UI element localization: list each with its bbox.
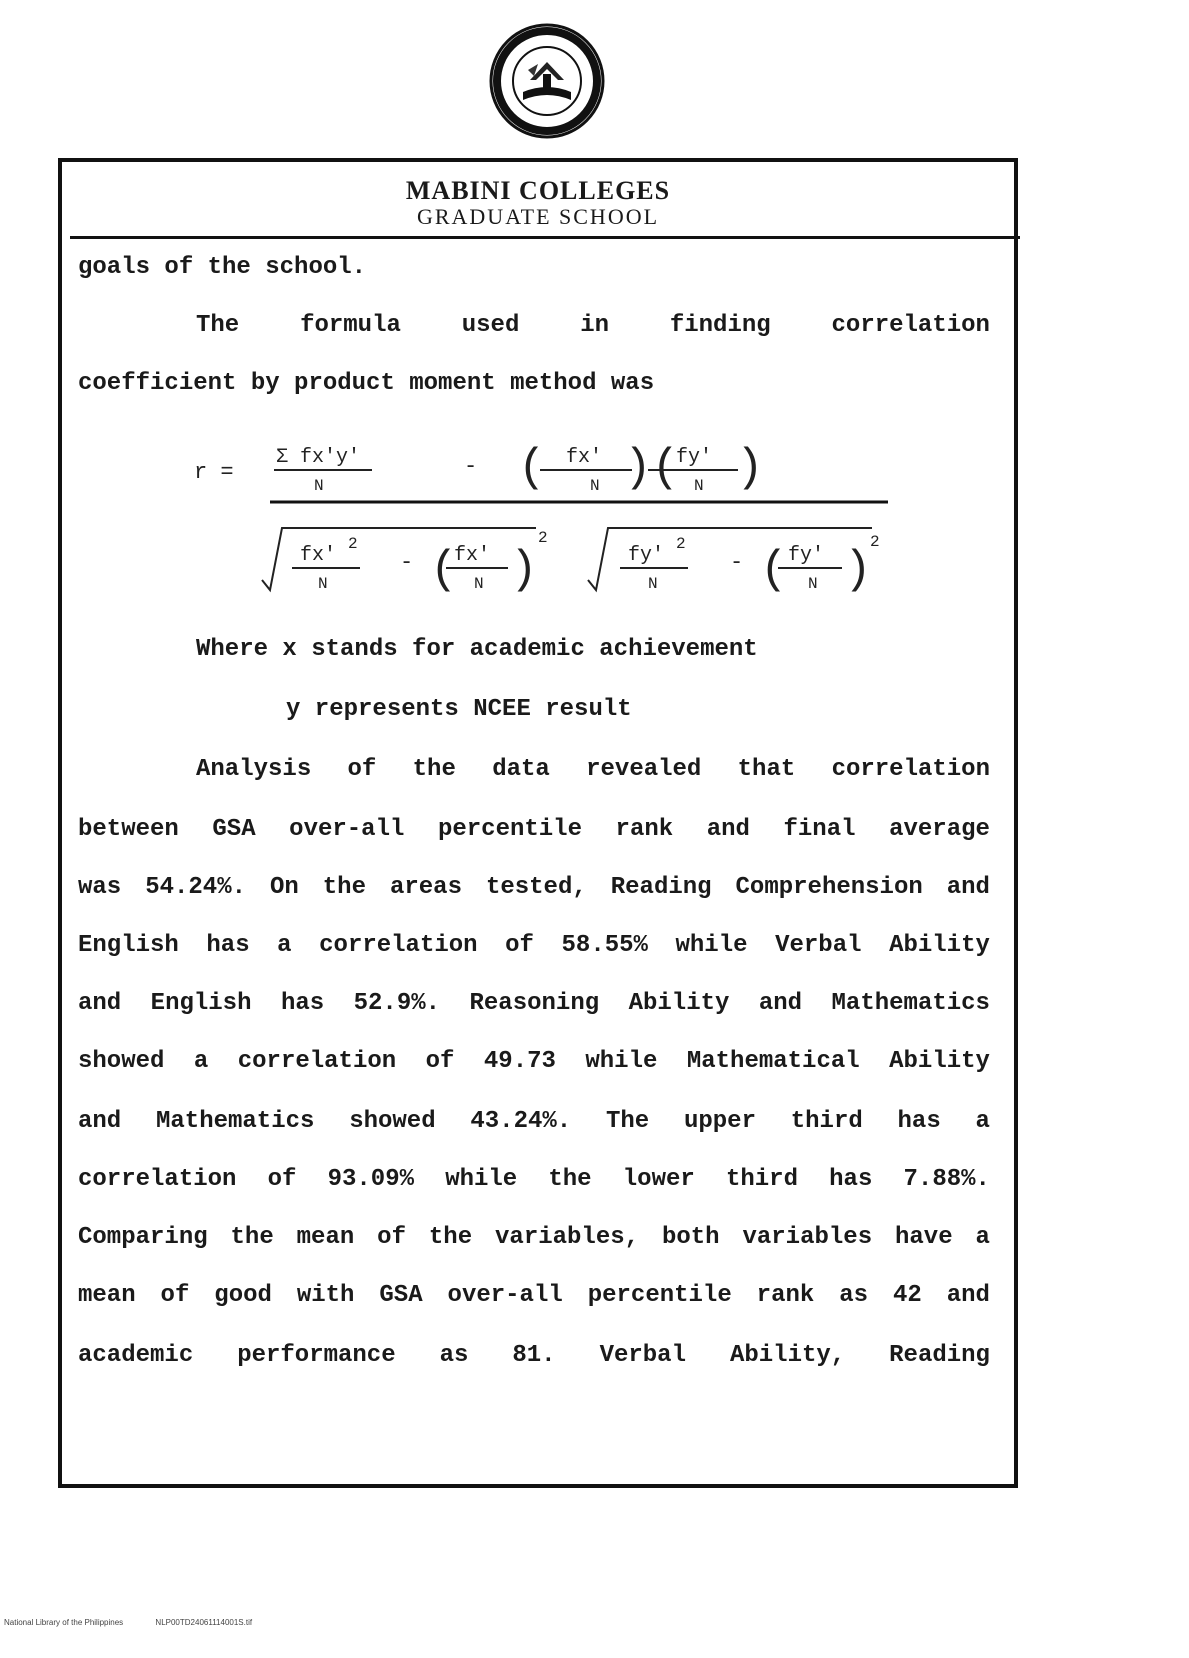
word: Ability, bbox=[729, 1342, 846, 1369]
institution-title: MABINI COLLEGES bbox=[405, 176, 671, 205]
analysis-line bbox=[78, 874, 990, 901]
word: final bbox=[783, 816, 856, 843]
den-a-top: fx' bbox=[300, 544, 337, 567]
word: 52.9%. bbox=[353, 990, 441, 1017]
word: The bbox=[196, 312, 240, 339]
den-b-top: fx' bbox=[454, 544, 491, 567]
word: 49.73 bbox=[483, 1048, 556, 1075]
word: and bbox=[78, 1108, 122, 1135]
word: a bbox=[975, 1108, 990, 1135]
word: as bbox=[439, 1342, 469, 1369]
word: GSA bbox=[379, 1282, 423, 1309]
word: Mathematics bbox=[831, 990, 990, 1017]
word: average bbox=[889, 816, 990, 843]
word: correlation bbox=[78, 1166, 237, 1193]
word: mean bbox=[78, 1282, 136, 1309]
word: English bbox=[150, 990, 252, 1017]
paren: ) bbox=[736, 442, 764, 494]
word: has bbox=[897, 1108, 941, 1135]
word: upper bbox=[683, 1108, 756, 1135]
word: academic bbox=[78, 1342, 194, 1369]
word: 42 bbox=[892, 1282, 922, 1309]
word: while bbox=[445, 1166, 518, 1193]
word: has bbox=[829, 1166, 873, 1193]
paren: ) bbox=[510, 544, 538, 596]
word: variables, bbox=[495, 1224, 640, 1251]
word: Ability bbox=[889, 932, 990, 959]
den-minus-left: - bbox=[400, 550, 414, 575]
word: in bbox=[580, 312, 609, 339]
num-fy-top: fy' bbox=[676, 446, 713, 469]
word: third bbox=[790, 1108, 863, 1135]
word: and bbox=[78, 990, 122, 1017]
word: a bbox=[975, 1224, 990, 1251]
word: both bbox=[661, 1224, 720, 1251]
word: showed bbox=[349, 1108, 436, 1135]
paren: )( bbox=[624, 442, 680, 494]
word: percentile bbox=[437, 816, 582, 843]
word: finding bbox=[669, 312, 771, 339]
word: the bbox=[230, 1224, 274, 1251]
scan-footer bbox=[4, 1618, 282, 1627]
word: of bbox=[267, 1166, 297, 1193]
where-line-2: y represents NCEE result bbox=[286, 696, 632, 723]
num-fx-bottom: N bbox=[590, 477, 600, 495]
word: correlation bbox=[319, 932, 478, 959]
den-b-sq: 2 bbox=[538, 529, 548, 547]
word: correlation bbox=[831, 312, 990, 339]
word: of bbox=[160, 1282, 190, 1309]
word: good bbox=[214, 1282, 272, 1309]
word: correlation bbox=[237, 1048, 397, 1075]
num-minus: - bbox=[464, 454, 478, 479]
word: Comparing bbox=[78, 1224, 208, 1251]
word: Verbal bbox=[599, 1342, 686, 1369]
document-frame bbox=[58, 158, 1018, 1488]
word: as bbox=[839, 1282, 869, 1309]
word: has bbox=[206, 932, 250, 959]
den-d-top: fy' bbox=[788, 544, 825, 567]
word: a bbox=[277, 932, 292, 959]
paren: ) bbox=[844, 544, 872, 596]
word: Ability bbox=[889, 1048, 990, 1075]
analysis-line bbox=[78, 1166, 990, 1193]
paren: ( bbox=[518, 442, 546, 494]
word: The bbox=[605, 1108, 650, 1135]
word: 43.24%. bbox=[470, 1108, 572, 1135]
word: Ability bbox=[628, 990, 730, 1017]
word: performance bbox=[237, 1342, 396, 1369]
word: Reading bbox=[889, 1342, 990, 1369]
den-c-bottom: N bbox=[648, 575, 658, 593]
word: third bbox=[725, 1166, 798, 1193]
word: of bbox=[377, 1224, 406, 1251]
word: while bbox=[675, 932, 748, 959]
den-d-bottom: N bbox=[808, 575, 818, 593]
header-rule bbox=[70, 236, 1020, 239]
word: and bbox=[758, 990, 803, 1017]
paragraph-2-line-1 bbox=[196, 312, 990, 339]
word: Reading bbox=[610, 874, 712, 901]
word: Reasoning bbox=[469, 990, 600, 1017]
mabini-colleges-seal bbox=[488, 22, 606, 140]
word: revealed bbox=[586, 756, 702, 783]
num-fx-top: fx' bbox=[566, 446, 603, 469]
analysis-line bbox=[78, 1224, 990, 1251]
den-d-sq: 2 bbox=[870, 533, 880, 551]
word: percentile bbox=[587, 1282, 732, 1309]
word: and bbox=[706, 816, 750, 843]
den-minus-right: - bbox=[730, 550, 744, 575]
letterhead bbox=[62, 176, 1014, 230]
word: the bbox=[322, 874, 366, 901]
analysis-line bbox=[78, 932, 990, 959]
word: On bbox=[269, 874, 299, 901]
word: was bbox=[78, 874, 122, 901]
word: over-all bbox=[289, 816, 405, 843]
word: Verbal bbox=[775, 932, 862, 959]
formula-lhs: r = bbox=[194, 460, 234, 485]
word: has bbox=[280, 990, 325, 1017]
word: GSA bbox=[212, 816, 256, 843]
analysis-line bbox=[78, 816, 990, 843]
word: used bbox=[461, 312, 520, 339]
word: that bbox=[737, 756, 796, 783]
den-a-sq: 2 bbox=[348, 535, 358, 553]
file-name: NLP00TD24061114001S.tif bbox=[155, 1618, 253, 1627]
word: of bbox=[425, 1048, 455, 1075]
word: with bbox=[296, 1282, 355, 1309]
den-c-top: fy' bbox=[628, 544, 665, 567]
den-a-bottom: N bbox=[318, 575, 328, 593]
word: of bbox=[347, 756, 377, 783]
correlation-formula bbox=[62, 432, 1022, 632]
analysis-line bbox=[78, 990, 990, 1017]
word: showed bbox=[78, 1048, 165, 1075]
num-fy-bottom: N bbox=[694, 477, 704, 495]
word: mean bbox=[296, 1224, 355, 1251]
word: the bbox=[412, 756, 456, 783]
word: Mathematical bbox=[686, 1048, 860, 1075]
word: correlation bbox=[831, 756, 990, 783]
num-sum-top: Σ fx'y' bbox=[276, 446, 361, 469]
paragraph-1: goals of the school. bbox=[78, 254, 367, 281]
paren: ( bbox=[760, 544, 788, 596]
word: over-all bbox=[447, 1282, 563, 1309]
word: tested, bbox=[485, 874, 587, 901]
word: areas bbox=[389, 874, 462, 901]
paragraph-2-line-2: coefficient by product moment method was bbox=[78, 370, 655, 397]
word: between bbox=[78, 816, 179, 843]
word: data bbox=[492, 756, 550, 783]
word: the bbox=[548, 1166, 592, 1193]
word: rank bbox=[615, 816, 674, 843]
word: Analysis bbox=[196, 756, 312, 783]
analysis-line bbox=[78, 1048, 990, 1075]
word: variables bbox=[742, 1224, 873, 1251]
analysis-line bbox=[78, 1282, 990, 1309]
word: 93.09% bbox=[327, 1166, 415, 1193]
word: Mathematics bbox=[155, 1108, 315, 1135]
den-b-bottom: N bbox=[474, 575, 484, 593]
paren: ( bbox=[430, 544, 458, 596]
library-name: National Library of the Philippines bbox=[4, 1618, 124, 1627]
den-c-sq: 2 bbox=[676, 535, 686, 553]
word: 7.88%. bbox=[903, 1166, 990, 1193]
analysis-line bbox=[78, 1108, 990, 1135]
word: a bbox=[193, 1048, 209, 1075]
word: have bbox=[895, 1224, 953, 1251]
analysis-line bbox=[196, 756, 990, 783]
word: lower bbox=[622, 1166, 695, 1193]
num-sum-bottom: N bbox=[314, 477, 324, 495]
where-line-1: Where x stands for academic achievement bbox=[196, 636, 758, 663]
word: and bbox=[946, 1282, 990, 1309]
word: 58.55% bbox=[561, 932, 648, 959]
word: formula bbox=[300, 312, 401, 339]
institution-subtitle: GRADUATE SCHOOL bbox=[416, 204, 660, 229]
word: of bbox=[505, 932, 534, 959]
word: while bbox=[585, 1048, 658, 1075]
analysis-line bbox=[78, 1342, 990, 1369]
word: the bbox=[428, 1224, 473, 1251]
word: and bbox=[946, 874, 990, 901]
word: 54.24%. bbox=[145, 874, 247, 901]
word: Comprehension bbox=[735, 874, 923, 901]
word: 81. bbox=[512, 1342, 556, 1369]
word: rank bbox=[756, 1282, 815, 1309]
word: English bbox=[78, 932, 179, 959]
